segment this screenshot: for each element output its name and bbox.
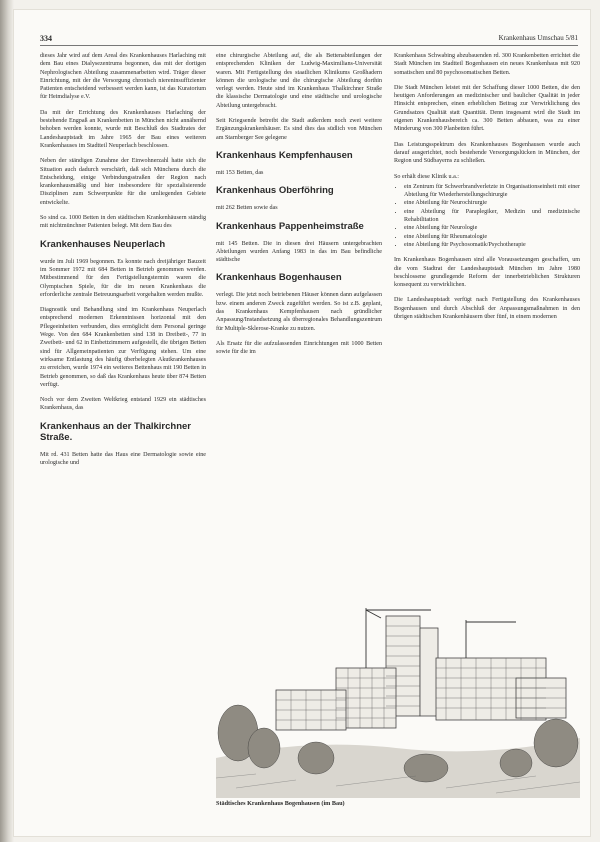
paragraph: So sind ca. 1000 Betten in den städtischen Krankenhäusern ständig mit nichtmünchner Patienten belegt. Mit dem Bau des bbox=[40, 215, 206, 230]
list-item: • eine Abteilung für Rheumatologie bbox=[404, 233, 580, 241]
paragraph: Neben der ständigen Zunahme der Einwohnerzahl hatte sich die Situation auch dadurch verschärft, daß sich Münchens durch die Entscheidung, einige Verbindungsstraßen der Region nach krankenhausmäßig und hier insbesondere für spezialisierende Disziplinen zum Schwerpunkte für die umliegenden Gebiete entwickelte. bbox=[40, 158, 206, 206]
paragraph: mit 145 Betten. Die in diesen drei Häusern untergebrachten Abteilungen wurden Anfang 1983 in das im Bau befindliche städtische bbox=[216, 240, 382, 264]
section-heading: Krankenhaus Pappenheimstraße bbox=[216, 220, 364, 232]
paragraph: dieses Jahr wird auf dem Areal des Krankenhauses Harlaching mit dem Bau eines Dialysezentrums begonnen, das mit der dortigen Nephrologischen Abteilung zusammenarbeiten wird. Träger dieser Einrichtung, mit der die Versorgung chronisch niereninsuffizienter Patienten entscheidend verbessert werden kann, ist das Kuratorium für Heimdialyse e.V. bbox=[40, 53, 206, 101]
paragraph: verlegt. Die jetzt noch betriebenen Häuser können dann aufgelassen bzw. einem anderen Zweck zugeführt werden. So ist z.B. geplant, das Krankenhaus Kempfenhausen nach gründlicher Anpassung/Instandsetzung als überregionales Behandlungszentrum für Multiple-Sklerose-Kranke zu nutzen. bbox=[216, 292, 382, 332]
hospital-sketch bbox=[216, 598, 580, 798]
list-item: • eine Abteilung für Psychosomatik/Psychotherapie bbox=[404, 241, 580, 249]
header-rule bbox=[40, 45, 578, 46]
paragraph: Im Krankenhaus Bogenhausen sind alle Voraussetzungen geschaffen, um die vom Stadtrat der Landeshauptstadt München im Jahre 1980 beschlossene grundlegende Reform der innerbetrieblichen Strukturen konsequent zu verwirklichen. bbox=[394, 257, 580, 289]
paragraph: eine chirurgische Abteilung auf, die als Bettenabteilungen der entsprechenden Kliniken der Ludwig-Maximilians-Universität waren. Mit Fertigstellung des staatlichen Klinikums Großhadern können die urologische und die chirurgische Abteilung dorthin verlegt werden. Heute sind im Krankenhaus Thalkirchner Straße die klassische Dermatologie und eine städtische und urologische Abteilung untergebracht. bbox=[216, 53, 382, 109]
section-heading: Krankenhaus an der Thalkirchner Straße. bbox=[40, 420, 191, 443]
section-heading: Krankenhaus Oberföhring bbox=[216, 185, 334, 197]
page-binding-shadow bbox=[0, 0, 14, 842]
list-item: • eine Abteilung für Neurologie bbox=[404, 224, 580, 232]
column-1 bbox=[40, 52, 206, 474]
list-item: • eine Abteilung für Neurochirurgie bbox=[404, 199, 580, 207]
paragraph: Das Leistungsspektrum des Krankenhauses Bogenhausen wurde auch darauf ausgerichtet, noch bestehende Versorgungslücken in München, der Region und Südbayerns zu schließen. bbox=[394, 141, 580, 165]
department-list bbox=[394, 183, 580, 249]
page-number: 334 bbox=[40, 34, 52, 43]
paragraph: Krankenhaus Schwabing abzubauenden rd. 300 Krankenbetten errichtet die Stadt München im Stadtteil Bogenhausen ein neues Krankenhaus mit 920 somatischen und 80 psychosomatischen Betten. bbox=[394, 53, 580, 76]
hospital-illustration bbox=[216, 598, 580, 798]
paragraph: Die Stadt München leistet mit der Schaffung dieser 1000 Betten, die den heutigen Anforderungen an medizinischer und baulicher Qualität in jeder Hinsicht entsprechen, einen erheblichen Beitrag zur Verwirklichung des Grundsatzes Qualität statt Quantität. Denn insgesamt wird die Stadt im eigenen Krankenhausbereich ca. 300 Betten abbauen, was zu einer Minderung von 300 Planbetten führt. bbox=[394, 84, 580, 133]
list-lead: So erhält diese Klinik u.a.: bbox=[394, 173, 459, 180]
section-heading: Krankenhaus Kempfenhausen bbox=[216, 149, 353, 161]
column-3 bbox=[394, 52, 580, 328]
paragraph: Als Ersatz für die aufzulassenden Einrichtungen mit 1000 Betten sowie für die im bbox=[216, 340, 382, 356]
list-item: • eine Abteilung für Paraplegiker, Medizin und medizinische Rehabilitation bbox=[404, 208, 580, 225]
paragraph: Da mit der Errichtung des Krankenhauses Harlaching der bestehende Engpaß an Krankenbetten in München nicht annähernd behoben werden konnte, wurde mit Beschluß des Stadtrates der Landeshauptstadt im Jahre 1965 der Bau eines weiteren Krankenhauses im Stadtteil Neuperlach beschlossen. bbox=[40, 109, 206, 149]
paragraph: Seit Kriegsende betreibt die Stadt außerdem noch zwei weitere Ergänzungskrankenhäuser. Es sind dies das südlich von München am Starnberger See gelegene bbox=[216, 118, 382, 141]
paragraph: mit 153 Betten, das bbox=[216, 169, 264, 176]
list-item: • ein Zentrum für Schwerbrandverletzte in Organisationseinheit mit einer Abteilung für Wiederherstellungschirurgie bbox=[404, 183, 580, 200]
paragraph: Die Landeshauptstadt verfügt nach Fertigstellung des Krankenhauses Bogenhausen und durch Abschluß der Anpassungsmaßnahmen in den übrigen städtischen Krankenhäusern über fünf, in einem modernen bbox=[394, 297, 580, 321]
paragraph: Mit rd. 431 Betten hatte das Haus eine Dermatologie sowie eine urologische und bbox=[40, 451, 206, 466]
running-title: Krankenhaus Umschau 5/81 bbox=[498, 34, 578, 42]
paragraph: Diagnostik und Behandlung sind im Krankenhaus Neuperlach entsprechend modernen Erkenntnissen horizontal mit den Pflegeeinheiten verbunden, dies ermöglicht dem Personal geringe Wege. Von den 684 Krankenbetten sind 138 in Dreibett-, 77 in Zweibett- und 62 in Einbettzimmern aufgestellt, die übrigen Betten sind für Allgemeinpatienten zur Verfügung stehen. Um eine wirksame Entlastung des häufig überbelegten Akutkrankenhauses zu erreichen, wurde 1974 ein weiteres Bettenhaus mit 190 Betten in Betrieb genommen, so daß das Krankenhaus heute über 874 Betten verfügt. bbox=[40, 307, 206, 388]
section-heading: Krankenhauses Neuperlach bbox=[40, 238, 166, 250]
paragraph: mit 262 Betten sowie das bbox=[216, 205, 278, 212]
column-2 bbox=[216, 52, 382, 364]
figure-caption: Städtisches Krankenhaus Bogenhausen (im Bau) bbox=[216, 800, 345, 807]
paragraph: wurde im Juli 1969 begonnen. Es konnte nach dreijähriger Bauzeit im Sommer 1972 mit 684 Betten in Betrieb genommen werden. Mitbestimmend für den Fertigstellungstermin waren die Olympischen Spiele, für die im neuen Krankenhaus die erforderliche zentrale Betreuungsarbeit vorgehalten werden mußte. bbox=[40, 258, 206, 298]
section-heading: Krankenhaus Bogenhausen bbox=[216, 272, 342, 284]
paragraph: Noch vor dem Zweiten Weltkrieg entstand 1929 ein städtisches Krankenhaus, das bbox=[40, 397, 206, 412]
